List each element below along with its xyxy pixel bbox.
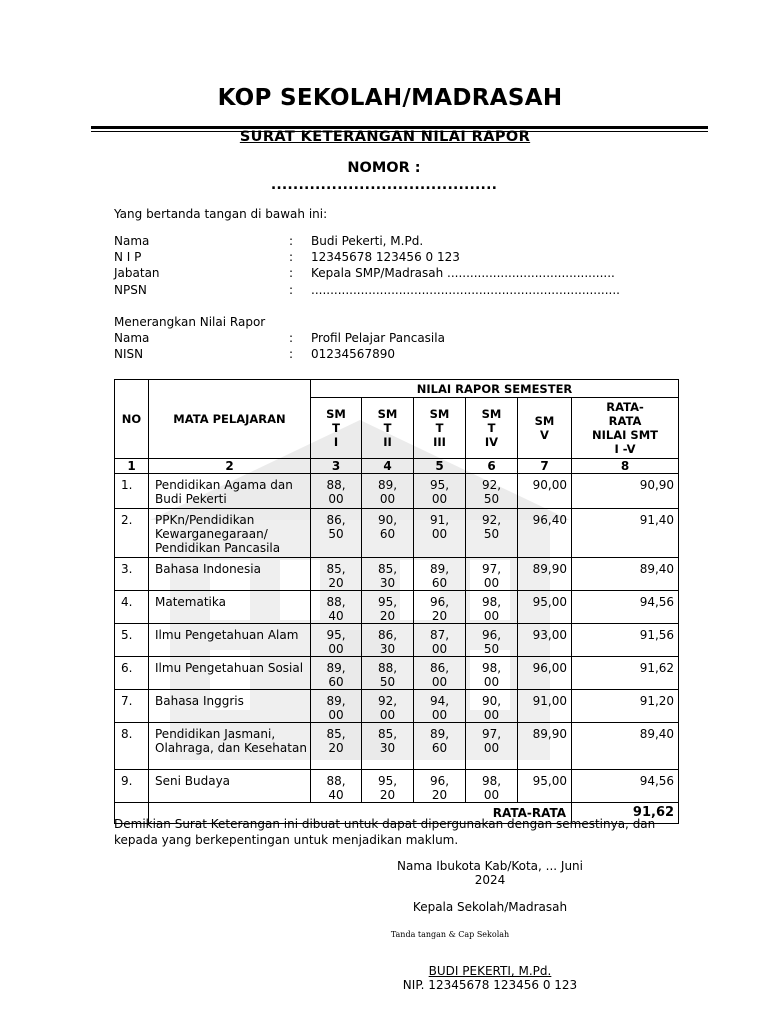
signer-position: Kepala SMP/Madrasah ............................................ (311, 266, 615, 280)
semester-grade-value: 92,00 (377, 694, 398, 722)
semester-grade: 90,00 (518, 474, 572, 509)
student-nisn: 01234567890 (311, 347, 395, 361)
semester-grade (414, 591, 466, 624)
table-row (115, 770, 679, 803)
semester-grade-value: 90,60 (377, 513, 398, 541)
semester-grade: 91,00 (518, 690, 572, 723)
place-date-line-2: 2024 (474, 873, 506, 887)
semester-grade (311, 657, 362, 690)
semester-grade (362, 509, 414, 558)
semester-grade-value: 85,20 (326, 562, 346, 590)
semester-grade-value: 89,60 (326, 661, 346, 689)
semester-grade (362, 474, 414, 509)
semester-grade: 95,00 (518, 770, 572, 803)
average-grade: 91,20 (572, 690, 679, 723)
average-grade: 94,56 (572, 770, 679, 803)
student-nisn-label: NISN (114, 347, 144, 361)
subject-name: Ilmu Pengetahuan Alam (149, 624, 311, 657)
header-no: NO (115, 380, 149, 459)
colon: : (289, 234, 294, 248)
semester-grade-value: 98,00 (481, 774, 502, 802)
average-grade: 89,40 (572, 558, 679, 591)
row-number: 7. (115, 690, 149, 723)
signer-npsn: ................................................................................. (311, 283, 620, 297)
semester-grade-value: 86,30 (377, 628, 398, 656)
subject-name: Ilmu Pengetahuan Sosial (149, 657, 311, 690)
header-smt-4: SM T IV (466, 398, 518, 459)
semester-grade-value: 89,00 (377, 478, 398, 506)
colon: : (289, 347, 294, 361)
header-smt-1: SM T I (311, 398, 362, 459)
table-row (115, 558, 679, 591)
document-title: SURAT KETERANGAN NILAI RAPOR (239, 129, 531, 145)
semester-grade (414, 770, 466, 803)
semester-grade (311, 558, 362, 591)
table-row (115, 723, 679, 770)
col-number: 3 (311, 459, 362, 474)
semester-grade-value: 88,40 (326, 774, 346, 802)
semester-grade (466, 474, 518, 509)
row-number: 9. (115, 770, 149, 803)
header-average: RATA- RATA NILAI SMT I -V (572, 398, 679, 459)
subject-name: PPKn/Pendidikan Kewarganegaraan/ Pendidikan Pancasila (149, 509, 311, 558)
semester-grade-value: 96,20 (429, 774, 450, 802)
subject-name: Pendidikan Agama dan Budi Pekerti (149, 474, 311, 509)
semester-grade (362, 591, 414, 624)
semester-grade-value: 87,00 (429, 628, 450, 656)
header-semester-group: NILAI RAPOR SEMESTER (311, 380, 679, 398)
student-name-label: Nama (114, 331, 150, 345)
col-number: 8 (572, 459, 679, 474)
semester-grade-value: 85,20 (326, 727, 346, 755)
row-number: 4. (115, 591, 149, 624)
semester-grade-value: 95,20 (377, 774, 398, 802)
semester-grade-value: 92,50 (481, 478, 502, 506)
row-number: 6. (115, 657, 149, 690)
colon: : (289, 331, 294, 345)
semester-grade: 89,90 (518, 558, 572, 591)
subject-name: Bahasa Indonesia (149, 558, 311, 591)
semester-grade (414, 558, 466, 591)
row-number: 3. (115, 558, 149, 591)
semester-grade-value: 86,50 (326, 513, 346, 541)
semester-grade: 96,00 (518, 657, 572, 690)
semester-grade-value: 92,50 (481, 513, 502, 541)
average-grade: 91,56 (572, 624, 679, 657)
subject-name: Pendidikan Jasmani, Olahraga, dan Kesehatan (149, 723, 311, 770)
colon: : (289, 283, 294, 297)
summary-label: RATA-RATA (149, 803, 572, 824)
semester-grade: 89,90 (518, 723, 572, 770)
signer-printed-name: BUDI PEKERTI, M.Pd. (428, 964, 552, 978)
student-heading: Menerangkan Nilai Rapor (114, 315, 266, 329)
semester-grade (311, 770, 362, 803)
col-number: 7 (518, 459, 572, 474)
semester-grade-value: 90,00 (481, 694, 502, 722)
row-number: 5. (115, 624, 149, 657)
letterhead-title: KOP SEKOLAH/MADRASAH (217, 85, 563, 111)
student-name: Profil Pelajar Pancasila (311, 331, 445, 345)
intro-text: Yang bertanda tangan di bawah ini: (114, 207, 328, 221)
semester-grade-value: 86,00 (429, 661, 450, 689)
place-date-line-1: Nama Ibukota Kab/Kota, ... Juni (397, 859, 583, 873)
semester-grade (414, 657, 466, 690)
table-row (115, 690, 679, 723)
semester-grade: 93,00 (518, 624, 572, 657)
row-number: 8. (115, 723, 149, 770)
semester-grade (311, 474, 362, 509)
table-row (115, 474, 679, 509)
semester-grade-value: 91,00 (429, 513, 450, 541)
semester-grade: 95,00 (518, 591, 572, 624)
semester-grade (311, 690, 362, 723)
subject-name: Bahasa Inggris (149, 690, 311, 723)
col-number: 5 (414, 459, 466, 474)
semester-grade-value: 97,00 (481, 727, 502, 755)
semester-grade-value: 85,30 (377, 727, 398, 755)
semester-grade (466, 723, 518, 770)
row-number: 1. (115, 474, 149, 509)
semester-grade (466, 657, 518, 690)
subject-name: Matematika (149, 591, 311, 624)
semester-grade (362, 723, 414, 770)
row-number: 2. (115, 509, 149, 558)
signer-position-label: Jabatan (114, 266, 160, 280)
semester-grade-value: 95,00 (326, 628, 346, 656)
semester-grade (414, 690, 466, 723)
grades-table (114, 379, 679, 824)
signer-name: Budi Pekerti, M.Pd. (311, 234, 424, 248)
semester-grade (466, 770, 518, 803)
semester-grade-value: 85,30 (377, 562, 398, 590)
semester-grade (414, 723, 466, 770)
semester-grade-value: 88,40 (326, 595, 346, 623)
semester-grade-value: 89,60 (429, 562, 450, 590)
semester-grade (362, 624, 414, 657)
semester-grade (362, 690, 414, 723)
semester-grade (466, 690, 518, 723)
summary-value: 91,62 (572, 803, 679, 824)
table-row (115, 591, 679, 624)
semester-grade (466, 558, 518, 591)
header-smt-3: SM T III (414, 398, 466, 459)
semester-grade-value: 98,00 (481, 595, 502, 623)
average-grade: 91,62 (572, 657, 679, 690)
col-number: 1 (115, 459, 149, 474)
average-grade: 91,40 (572, 509, 679, 558)
average-grade: 90,90 (572, 474, 679, 509)
semester-grade (311, 591, 362, 624)
semester-grade-value: 94,00 (429, 694, 450, 722)
semester-grade (466, 624, 518, 657)
table-row (115, 657, 679, 690)
col-number: 2 (149, 459, 311, 474)
semester-grade (414, 509, 466, 558)
semester-grade-value: 96,50 (481, 628, 502, 656)
nomor-label: NOMOR : (347, 160, 421, 176)
semester-grade-value: 89,60 (429, 727, 450, 755)
colon: : (289, 266, 294, 280)
subject-name: Seni Budaya (149, 770, 311, 803)
colon: : (289, 250, 294, 264)
semester-grade-value: 88,00 (326, 478, 346, 506)
header-smt-2: SM T II (362, 398, 414, 459)
nomor-value: ......................................... (270, 177, 498, 193)
semester-grade-value: 88,50 (377, 661, 398, 689)
semester-grade (414, 624, 466, 657)
average-grade: 89,40 (572, 723, 679, 770)
col-number: 6 (466, 459, 518, 474)
closing-paragraph: Demikian Surat Keterangan ini dibuat untuk dapat dipergunakan dengan semestinya, dan kepada yang berkepentingan untuk menjadikan maklum. (114, 817, 656, 847)
header-smt-5: SM V (518, 398, 572, 459)
semester-grade (362, 770, 414, 803)
signer-printed-nip: NIP. 12345678 123456 0 123 (402, 978, 578, 992)
signer-position-title: Kepala Sekolah/Madrasah (412, 900, 568, 914)
semester-grade (414, 474, 466, 509)
column-number-row (115, 459, 679, 474)
semester-grade (311, 624, 362, 657)
average-grade: 94,56 (572, 591, 679, 624)
semester-grade (311, 509, 362, 558)
semester-grade-value: 97,00 (481, 562, 502, 590)
header-subject: MATA PELAJARAN (149, 380, 311, 459)
table-row (115, 624, 679, 657)
signer-name-label: Nama (114, 234, 150, 248)
semester-grade (466, 591, 518, 624)
semester-grade (466, 509, 518, 558)
semester-grade-value: 98,00 (481, 661, 502, 689)
semester-grade-value: 96,20 (429, 595, 450, 623)
semester-grade-value: 89,00 (326, 694, 346, 722)
semester-grade-value: 95,00 (429, 478, 450, 506)
semester-grade (311, 723, 362, 770)
signature-stamp-note: Tanda tangan & Cap Sekolah (390, 930, 510, 939)
signer-nip-label: N I P (114, 250, 142, 264)
signer-nip: 12345678 123456 0 123 (311, 250, 460, 264)
signer-npsn-label: NPSN (114, 283, 147, 297)
semester-grade (362, 558, 414, 591)
col-number: 4 (362, 459, 414, 474)
semester-grade (362, 657, 414, 690)
table-row (115, 509, 679, 558)
semester-grade-value: 95,20 (377, 595, 398, 623)
semester-grade: 96,40 (518, 509, 572, 558)
